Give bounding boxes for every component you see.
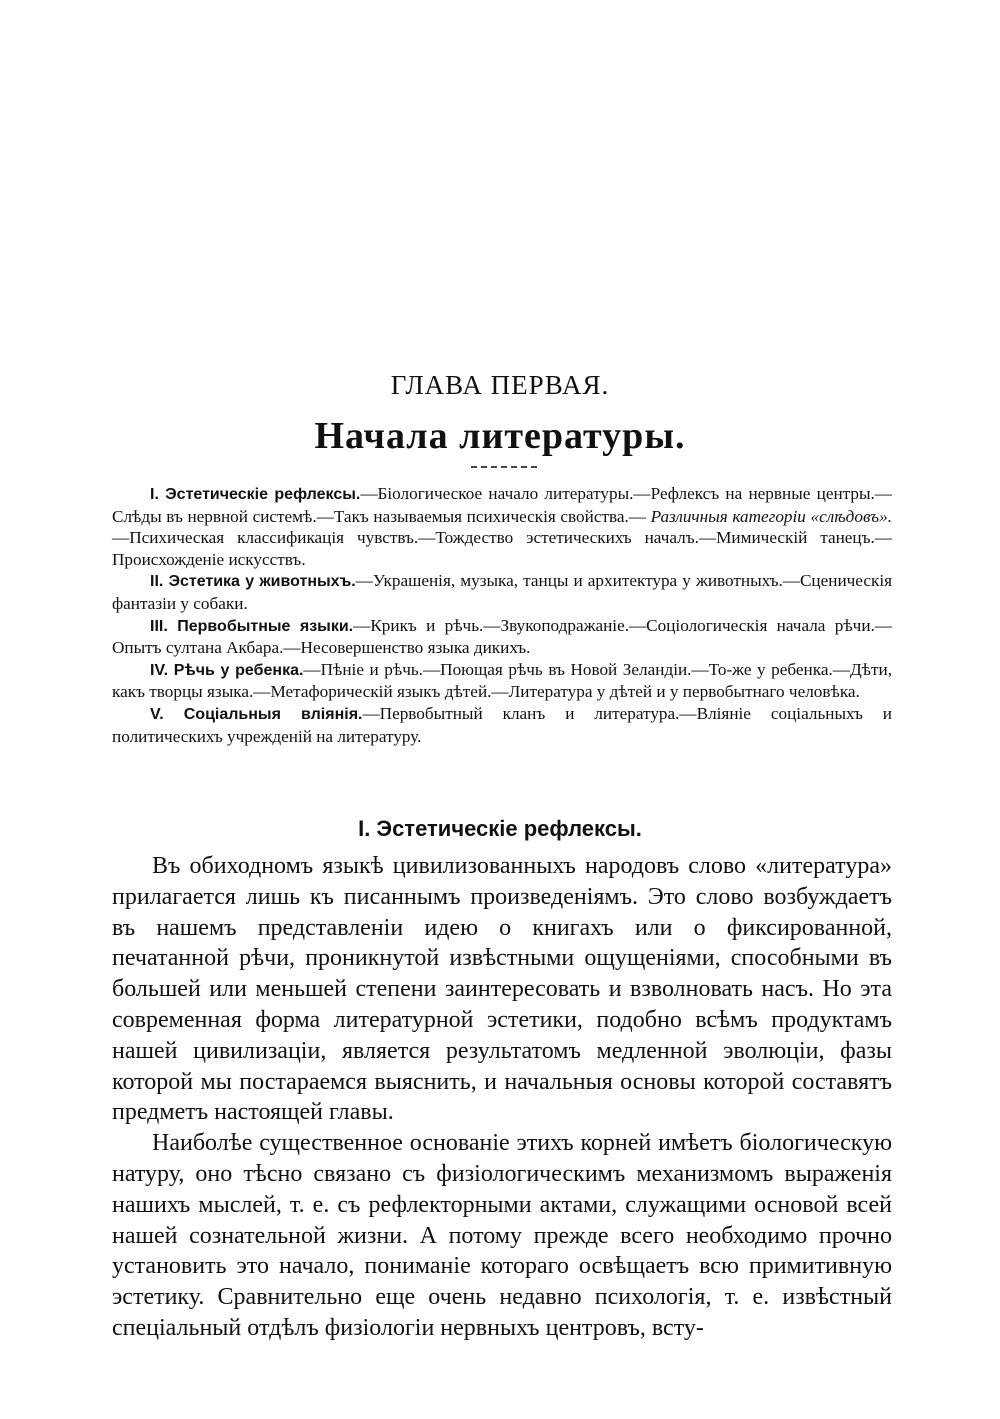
decorative-dash-rule [471,466,537,468]
summary-text: —Психическая классификація чувствъ.—Тождество эстетическихъ началъ.—Мимическій танецъ.— Происхожденіе искусствъ. [112,528,892,569]
summary-heading: V. Соціальныя вліянія. [150,705,363,723]
summary-heading: IV. Рѣчь у ребенка. [150,661,304,679]
chapter-title: Начала литературы. [314,415,686,457]
summary-text: —Украшенія, музыка, танцы и архитектура у животныхъ.—Сценическія фантазіи у собаки. [112,571,893,613]
body-paragraph: Наиболѣе существенное основаніе этихъ корней имѣетъ біологическую натуру, оно тѣсно связано съ физіологическимъ механизмомъ выраженія нашихъ мыслей, т. е. съ рефлекторными актами, служащими основой всей нашей сознательной жизни. А потому прежде всего необходимо прочно установить это начало, пониманіе котораго освѣщаетъ всю примитивную эстетику. Сравнительно еще очень недавно психологія, т. е. извѣстный спеціальный отдѣлъ физіологіи нервныхъ центровъ, всту- [112,1130,892,1341]
summary-item [112,483,892,570]
summary-text: —Крикъ и рѣчь.—Звукоподражаніе.—Соціологическія начала рѣчи.—Опытъ султана Акбара.—Несовершенство языка дикихъ. [112,615,892,658]
summary-item [112,703,892,747]
summary-text: —Біологическое начало литературы.—Рефлексъ на нервные центры.—Слѣды въ нервной системѣ.—Такъ называемыя психическія свойства.— [112,484,892,526]
body-paragraph: Въ обиходномъ языкѣ цивилизованныхъ народовъ слово «литература» прилагается лишь къ писаннымъ произведеніямъ. Это слово возбуждаетъ въ нашемъ представленіи идею о книгахъ или о фиксированной, печатанной рѣчи, проникнутой извѣстными ощущеніями, способными въ большей или меньшей степени заинтересовать и взволновать насъ. Но эта современная форма литературной эстетики, подобно всѣмъ продуктамъ нашей цивилизаціи, является результатомъ медленной эволюціи, фазы которой мы постараемся выяснить, и начальныя основы которой составятъ предметъ настоящей главы. [112,853,892,1126]
section-title: I. Эстетическіе рефлексы. [358,816,642,841]
summary-text: —Первобытный кланъ и литература.—Вліяніе соціальныхъ и политическихъ учрежденій на литературу. [112,703,893,746]
summary-item [112,570,892,614]
chapter-label: ГЛАВА ПЕРВАЯ. [390,370,610,400]
summary-item [112,659,892,703]
summary-item [112,615,892,659]
summary-heading: II. Эстетика у животныхъ. [150,573,356,591]
chapter-summary [112,483,892,747]
summary-heading: III. Первобытные языки. [150,617,354,635]
summary-text: —Пѣніе и рѣчь.—Поющая рѣчь въ Новой Зеландіи.—То-же у ребенка.—Дѣти, какъ творцы языка.—Метафорическій языкъ дѣтей.—Литература у дѣтей и у первобытнаго человѣка. [112,659,893,702]
body-text [112,851,892,1344]
summary-italic-text: Различныя категоріи «слѣдовъ». [650,506,892,526]
summary-heading: I. Эстетическіе рефлексы. [150,486,361,503]
